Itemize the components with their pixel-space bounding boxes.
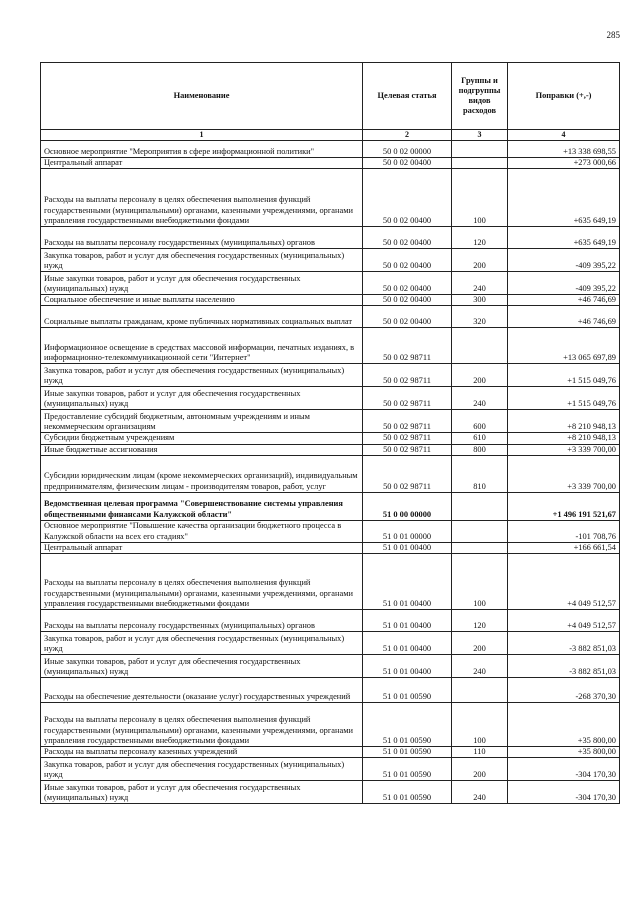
row-expense-group-cell: 240 xyxy=(452,272,508,295)
row-target-article-cell: 51 0 01 00590 xyxy=(363,678,452,703)
row-amendment-cell: +3 339 700,00 xyxy=(508,455,620,492)
row-expense-group-cell: 110 xyxy=(452,747,508,758)
table-row xyxy=(41,227,620,249)
row-amendment-cell: +8 210 948,13 xyxy=(508,433,620,444)
table-row xyxy=(41,272,620,295)
table-row xyxy=(41,678,620,703)
table-row xyxy=(41,157,620,168)
header-amendments: Поправки (+,-) xyxy=(508,63,620,130)
row-target-article-cell: 50 0 02 98711 xyxy=(363,433,452,444)
row-target-article-cell: 50 0 02 00400 xyxy=(363,295,452,306)
header-expense-group: Группы и подгруппы видов расходов xyxy=(452,63,508,130)
row-amendment-cell: +635 649,19 xyxy=(508,227,620,249)
row-name-cell: Субсидии юридическим лицам (кроме некоммерческих организаций), индивидуальным предпринимателям, физическим лицам - производителям товаров, работ, услуг xyxy=(41,455,363,492)
row-name-cell: Закупка товаров, работ и услуг для обеспечения государственных (муниципальных) нужд xyxy=(41,632,363,655)
row-target-article-cell: 51 0 01 00590 xyxy=(363,747,452,758)
row-name-cell: Ведомственная целевая программа "Совершенствование системы управления общественными финансами Калужской области" xyxy=(41,492,363,520)
row-expense-group-cell: 200 xyxy=(452,249,508,272)
row-amendment-cell: +13 065 697,89 xyxy=(508,328,620,364)
row-name-cell: Расходы на выплаты персоналу государственных (муниципальных) органов xyxy=(41,610,363,632)
table-row xyxy=(41,492,620,520)
row-name-cell: Иные закупки товаров, работ и услуг для обеспечения государственных (муниципальных) нужд xyxy=(41,387,363,410)
row-target-article-cell: 51 0 01 00400 xyxy=(363,554,452,610)
column-number-row xyxy=(41,130,620,141)
table-row xyxy=(41,410,620,433)
row-expense-group-cell: 240 xyxy=(452,781,508,804)
row-expense-group-cell: 800 xyxy=(452,444,508,455)
table-row xyxy=(41,632,620,655)
table-row xyxy=(41,140,620,157)
row-target-article-cell: 50 0 02 00400 xyxy=(363,272,452,295)
row-expense-group-cell: 240 xyxy=(452,387,508,410)
table-row xyxy=(41,364,620,387)
row-name-cell: Расходы на выплаты персоналу казенных учреждений xyxy=(41,747,363,758)
row-target-article-cell: 50 0 02 98711 xyxy=(363,410,452,433)
table-row xyxy=(41,169,620,227)
table-row xyxy=(41,444,620,455)
row-name-cell: Предоставление субсидий бюджетным, автономным учреждениям и иным некоммерческим организациям xyxy=(41,410,363,433)
row-amendment-cell: +35 800,00 xyxy=(508,703,620,747)
row-target-article-cell: 51 0 01 00400 xyxy=(363,610,452,632)
row-target-article-cell: 50 0 02 98711 xyxy=(363,328,452,364)
row-amendment-cell: +1 515 049,76 xyxy=(508,364,620,387)
row-amendment-cell: -409 395,22 xyxy=(508,249,620,272)
row-name-cell: Основное мероприятие "Повышение качества организации бюджетного процесса в Калужской области на всех его стадиях" xyxy=(41,520,363,542)
row-target-article-cell: 51 0 01 00400 xyxy=(363,632,452,655)
row-name-cell: Иные бюджетные ассигнования xyxy=(41,444,363,455)
row-amendment-cell: +1 515 049,76 xyxy=(508,387,620,410)
row-amendment-cell: +46 746,69 xyxy=(508,306,620,328)
column-number: 2 xyxy=(363,130,452,141)
row-expense-group-cell: 100 xyxy=(452,554,508,610)
row-target-article-cell: 50 0 02 98711 xyxy=(363,387,452,410)
row-amendment-cell: -304 170,30 xyxy=(508,781,620,804)
row-amendment-cell: -268 370,30 xyxy=(508,678,620,703)
table-row xyxy=(41,542,620,553)
row-amendment-cell: +4 049 512,57 xyxy=(508,554,620,610)
row-target-article-cell: 51 0 01 00400 xyxy=(363,542,452,553)
row-target-article-cell: 51 0 01 00400 xyxy=(363,655,452,678)
row-target-article-cell: 50 0 02 00400 xyxy=(363,157,452,168)
row-name-cell: Субсидии бюджетным учреждениям xyxy=(41,433,363,444)
row-expense-group-cell: 810 xyxy=(452,455,508,492)
row-expense-group-cell: 610 xyxy=(452,433,508,444)
header-name: Наименование xyxy=(41,63,363,130)
row-name-cell: Основное мероприятие "Мероприятия в сфере информационной политики" xyxy=(41,140,363,157)
row-target-article-cell: 50 0 02 98711 xyxy=(363,455,452,492)
row-name-cell: Иные закупки товаров, работ и услуг для обеспечения государственных (муниципальных) нужд xyxy=(41,781,363,804)
row-amendment-cell: +635 649,19 xyxy=(508,169,620,227)
row-name-cell: Центральный аппарат xyxy=(41,542,363,553)
table-row xyxy=(41,295,620,306)
table-row xyxy=(41,328,620,364)
row-amendment-cell: +1 496 191 521,67 xyxy=(508,492,620,520)
row-target-article-cell: 51 0 00 00000 xyxy=(363,492,452,520)
row-name-cell: Расходы на выплаты персоналу в целях обеспечения выполнения функций государственными (муниципальными) органами, казенными учреждениями, органами управления государственными внебюджетными фондами xyxy=(41,703,363,747)
row-expense-group-cell xyxy=(452,678,508,703)
table-row xyxy=(41,781,620,804)
table-row xyxy=(41,455,620,492)
row-amendment-cell: +3 339 700,00 xyxy=(508,444,620,455)
row-amendment-cell: +8 210 948,13 xyxy=(508,410,620,433)
table-row xyxy=(41,655,620,678)
row-expense-group-cell xyxy=(452,492,508,520)
row-amendment-cell: -3 882 851,03 xyxy=(508,655,620,678)
row-target-article-cell: 50 0 02 00400 xyxy=(363,227,452,249)
table-row xyxy=(41,520,620,542)
row-expense-group-cell xyxy=(452,157,508,168)
row-expense-group-cell: 100 xyxy=(452,169,508,227)
row-name-cell: Закупка товаров, работ и услуг для обеспечения государственных (муниципальных) нужд xyxy=(41,758,363,781)
row-name-cell: Расходы на обеспечение деятельности (оказание услуг) государственных учреждений xyxy=(41,678,363,703)
row-target-article-cell: 50 0 02 98711 xyxy=(363,444,452,455)
row-expense-group-cell: 600 xyxy=(452,410,508,433)
row-name-cell: Иные закупки товаров, работ и услуг для обеспечения государственных (муниципальных) нужд xyxy=(41,655,363,678)
row-expense-group-cell: 320 xyxy=(452,306,508,328)
table-row xyxy=(41,433,620,444)
row-expense-group-cell: 200 xyxy=(452,758,508,781)
row-name-cell: Социальные выплаты гражданам, кроме публичных нормативных социальных выплат xyxy=(41,306,363,328)
row-expense-group-cell xyxy=(452,140,508,157)
row-target-article-cell: 50 0 02 98711 xyxy=(363,364,452,387)
row-expense-group-cell xyxy=(452,542,508,553)
row-amendment-cell: +4 049 512,57 xyxy=(508,610,620,632)
row-amendment-cell: +46 746,69 xyxy=(508,295,620,306)
budget-amendments-table xyxy=(40,62,620,804)
row-name-cell: Расходы на выплаты персоналу в целях обеспечения выполнения функций государственными (муниципальными) органами, казенными учреждениями, органами управления государственными внебюджетными фондами xyxy=(41,169,363,227)
row-expense-group-cell: 100 xyxy=(452,703,508,747)
table-row xyxy=(41,758,620,781)
row-target-article-cell: 50 0 02 00000 xyxy=(363,140,452,157)
table-header-row xyxy=(41,63,620,130)
row-amendment-cell: -3 882 851,03 xyxy=(508,632,620,655)
table-row xyxy=(41,306,620,328)
row-name-cell: Закупка товаров, работ и услуг для обеспечения государственных (муниципальных) нужд xyxy=(41,364,363,387)
table-row xyxy=(41,610,620,632)
row-expense-group-cell: 200 xyxy=(452,632,508,655)
row-name-cell: Социальное обеспечение и иные выплаты населению xyxy=(41,295,363,306)
row-target-article-cell: 50 0 02 00400 xyxy=(363,306,452,328)
row-amendment-cell: +13 338 698,55 xyxy=(508,140,620,157)
table-row xyxy=(41,747,620,758)
page-number: 285 xyxy=(606,30,620,40)
table-row xyxy=(41,387,620,410)
row-name-cell: Иные закупки товаров, работ и услуг для обеспечения государственных (муниципальных) нужд xyxy=(41,272,363,295)
table-row xyxy=(41,554,620,610)
row-amendment-cell: -304 170,30 xyxy=(508,758,620,781)
table-row xyxy=(41,249,620,272)
table-body xyxy=(41,140,620,804)
row-amendment-cell: -101 708,76 xyxy=(508,520,620,542)
row-target-article-cell: 50 0 02 00400 xyxy=(363,169,452,227)
row-amendment-cell: +273 000,66 xyxy=(508,157,620,168)
row-expense-group-cell: 120 xyxy=(452,227,508,249)
row-name-cell: Закупка товаров, работ и услуг для обеспечения государственных (муниципальных) нужд xyxy=(41,249,363,272)
row-target-article-cell: 51 0 01 00590 xyxy=(363,758,452,781)
row-expense-group-cell: 120 xyxy=(452,610,508,632)
row-name-cell: Информационное освещение в средствах массовой информации, печатных изданиях, в информационно-телекоммуникационной сети "Интернет" xyxy=(41,328,363,364)
header-target-article: Целевая статья xyxy=(363,63,452,130)
row-expense-group-cell xyxy=(452,328,508,364)
row-name-cell: Расходы на выплаты персоналу в целях обеспечения выполнения функций государственными (муниципальными) органами, казенными учреждениями, органами управления государственными внебюджетными фондами xyxy=(41,554,363,610)
row-name-cell: Расходы на выплаты персоналу государственных (муниципальных) органов xyxy=(41,227,363,249)
table-row xyxy=(41,703,620,747)
row-expense-group-cell xyxy=(452,520,508,542)
row-target-article-cell: 51 0 01 00000 xyxy=(363,520,452,542)
row-expense-group-cell: 200 xyxy=(452,364,508,387)
row-target-article-cell: 51 0 01 00590 xyxy=(363,703,452,747)
row-expense-group-cell: 240 xyxy=(452,655,508,678)
row-expense-group-cell: 300 xyxy=(452,295,508,306)
column-number: 4 xyxy=(508,130,620,141)
row-name-cell: Центральный аппарат xyxy=(41,157,363,168)
row-amendment-cell: -409 395,22 xyxy=(508,272,620,295)
column-number: 3 xyxy=(452,130,508,141)
column-number: 1 xyxy=(41,130,363,141)
row-amendment-cell: +166 661,54 xyxy=(508,542,620,553)
row-target-article-cell: 51 0 01 00590 xyxy=(363,781,452,804)
row-target-article-cell: 50 0 02 00400 xyxy=(363,249,452,272)
row-amendment-cell: +35 800,00 xyxy=(508,747,620,758)
